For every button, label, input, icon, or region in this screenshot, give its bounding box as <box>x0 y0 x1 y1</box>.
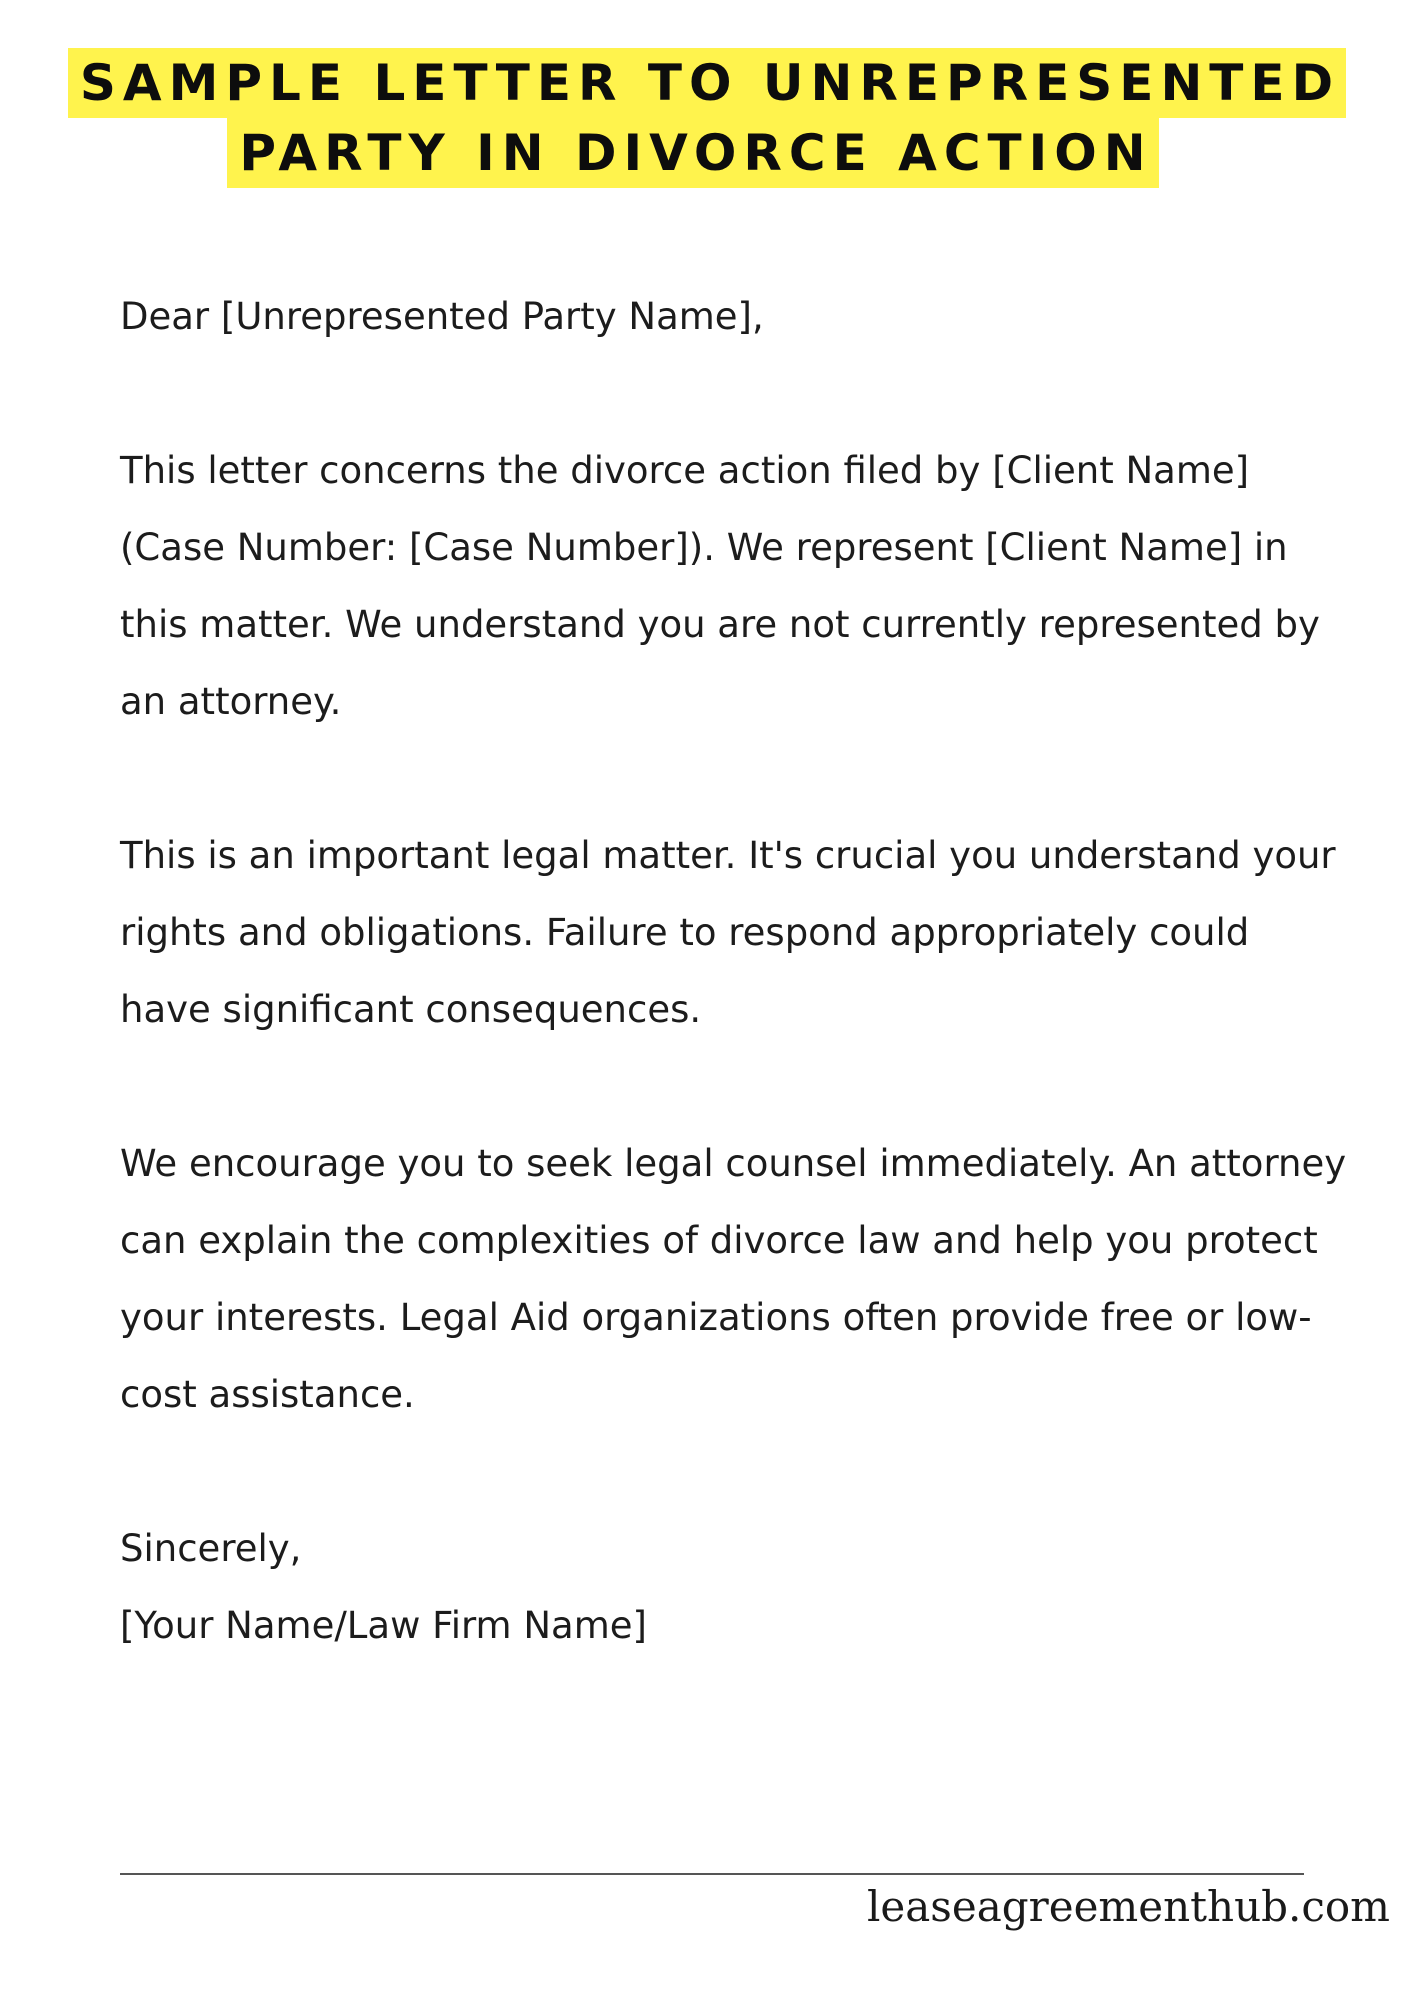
closing: Sincerely, <box>120 1527 302 1570</box>
footer-divider <box>120 1873 1304 1875</box>
signature: [Your Name/Law Firm Name] <box>120 1604 647 1647</box>
paragraph-2: This is an important legal matter. It's crucial you understand your rights and obligations. Failure to respond appropriately could have significant consequences. <box>120 834 1336 1031</box>
title-line-1: SAMPLE LETTER TO UNREPRESENTED <box>68 48 1346 118</box>
paragraph-3: We encourage you to seek legal counsel immediately. An attorney can explain the complexities of divorce law and help you protect your interests. Legal Aid organizations often provide free or low-cost assistance. <box>120 1142 1347 1416</box>
salutation: Dear [Unrepresented Party Name], <box>120 295 764 338</box>
paragraph-1: This letter concerns the divorce action filed by [Client Name] (Case Number: [Case Number]). We represent [Client Name] in this matter. We understand you are not currently represented by an attorney. <box>120 449 1320 723</box>
title-line-2: PARTY IN DIVORCE ACTION <box>227 118 1158 188</box>
letter-body <box>120 278 1350 1664</box>
document-title <box>0 48 1414 188</box>
footer-brand: leaseagreementhub.com <box>866 1882 1390 1931</box>
